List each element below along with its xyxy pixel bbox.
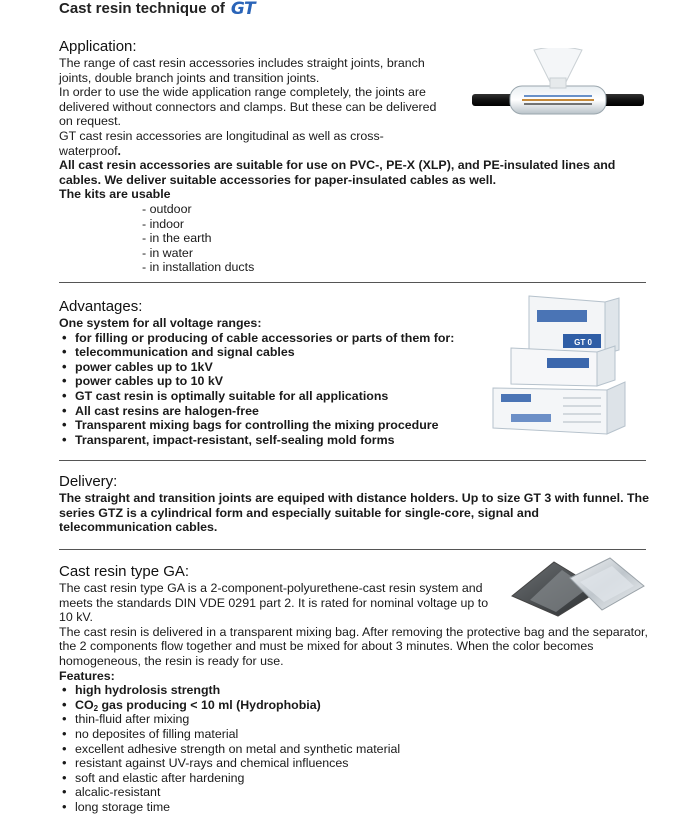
advantage-item: • GT cast resin is optimally suitable for all applications [62,389,499,404]
advantages-heading: Advantages: [59,298,143,315]
page-title [59,2,255,17]
application-p3b: waterproof [59,143,118,158]
kit-item: - in the earth [142,231,212,246]
advantage-item: • for filling or producing of cable accessories or parts of them for: [62,331,499,346]
advantage-item: • Transparent, impact-resistant, self-sealing mold forms [62,433,499,448]
advantage-item: • telecommunication and signal cables [62,345,499,360]
application-paragraph-1: The range of cast resin accessories includes straight joints, branch joints, double branch joints and transition joints. [59,56,425,85]
delivery-text: The straight and transition joints are equiped with distance holders. Up to size GT 3 with funnel. The series GTZ is a cylindrical form and especially suitable for single-core, signal and telecommunication cables. [59,491,649,535]
advantages-section [59,298,499,447]
resin-ga-heading: Cast resin type GA: [59,563,190,580]
advantage-item: • power cables up to 1kV [62,360,499,375]
divider-1 [59,282,646,283]
advantage-item: • All cast resins are halogen-free [62,404,499,419]
feature-item: • resistant against UV-rays and chemical influences [62,756,649,771]
kit-item: - outdoor [142,201,192,216]
page-title-text: Cast resin technique of [59,0,225,17]
advantage-item: • power cables up to 10 kV [62,374,499,389]
feature-item: • long storage time [62,800,649,815]
delivery-heading: Delivery: [59,473,118,490]
box-label: GT 0 [574,338,592,347]
features-list [59,683,649,814]
application-bold-note: All cast resin accessories are suitable for use on PVC-, PE-X (XLP), and PE-insulated lines and cables. We deliver suitable accessories for paper-insulated cables as well. [59,158,616,187]
application-p3c: . [117,143,121,158]
feature-item: • no deposites of filling material [62,727,649,742]
delivery-section [59,473,649,535]
advantage-item: • Transparent mixing bags for controlling the mixing procedure [62,418,499,433]
divider-3 [59,549,646,550]
funnel [534,48,582,82]
kit-item: - in water [142,245,193,260]
application-paragraph-2: In order to use the wide application range completely, the joints are delivered without connectors and clamps. But these can be delivered on request. [59,85,437,129]
co2-rest: gas producing < 10 ml (Hydrophobia) [98,697,321,712]
feature-item: • alcalic-resistant [62,785,649,800]
feature-item: • thin-fluid after mixing [62,712,649,727]
divider-2 [59,460,646,461]
application-paragraph-3 [59,129,444,158]
resin-ga-paragraph-2: The cast resin is delivered in a transparent mixing bag. After removing the protective bag and the separator, the 2 components flow together and must be mixed for about 3 minutes. When the color becomes homogeneous, the resin is ready for use. [59,624,648,668]
gt-logo: GT [230,0,256,19]
kit-item: - in installation ducts [142,260,255,275]
resin-ga-paragraph-1: The cast resin type GA is a 2-component-polyurethene-cast resin system and meets the standards DIN VDE 0291 part 2. It is rated for nominal voltage up to 10 kV. [59,581,489,625]
advantages-list [59,331,499,448]
features-label: Features: [59,668,115,683]
product-boxes-image [487,294,627,444]
kits-label: The kits are usable [59,187,171,202]
co2-text: CO [75,697,94,712]
feature-item [62,698,649,713]
kit-item: - indoor [142,216,185,231]
cable-joint-image [472,48,644,124]
feature-item: • soft and elastic after hardening [62,771,649,786]
kits-list [59,202,659,275]
feature-item: • high hydrolosis strength [62,683,649,698]
mixing-bag-image [510,556,645,618]
feature-item: • excellent adhesive strength on metal and synthetic material [62,742,649,757]
advantages-intro: One system for all voltage ranges: [59,316,262,330]
application-p3a: GT cast resin accessories are longitudinal as well as cross- [59,128,384,143]
application-heading: Application: [59,38,137,55]
co2-subscript: 2 [93,703,99,713]
